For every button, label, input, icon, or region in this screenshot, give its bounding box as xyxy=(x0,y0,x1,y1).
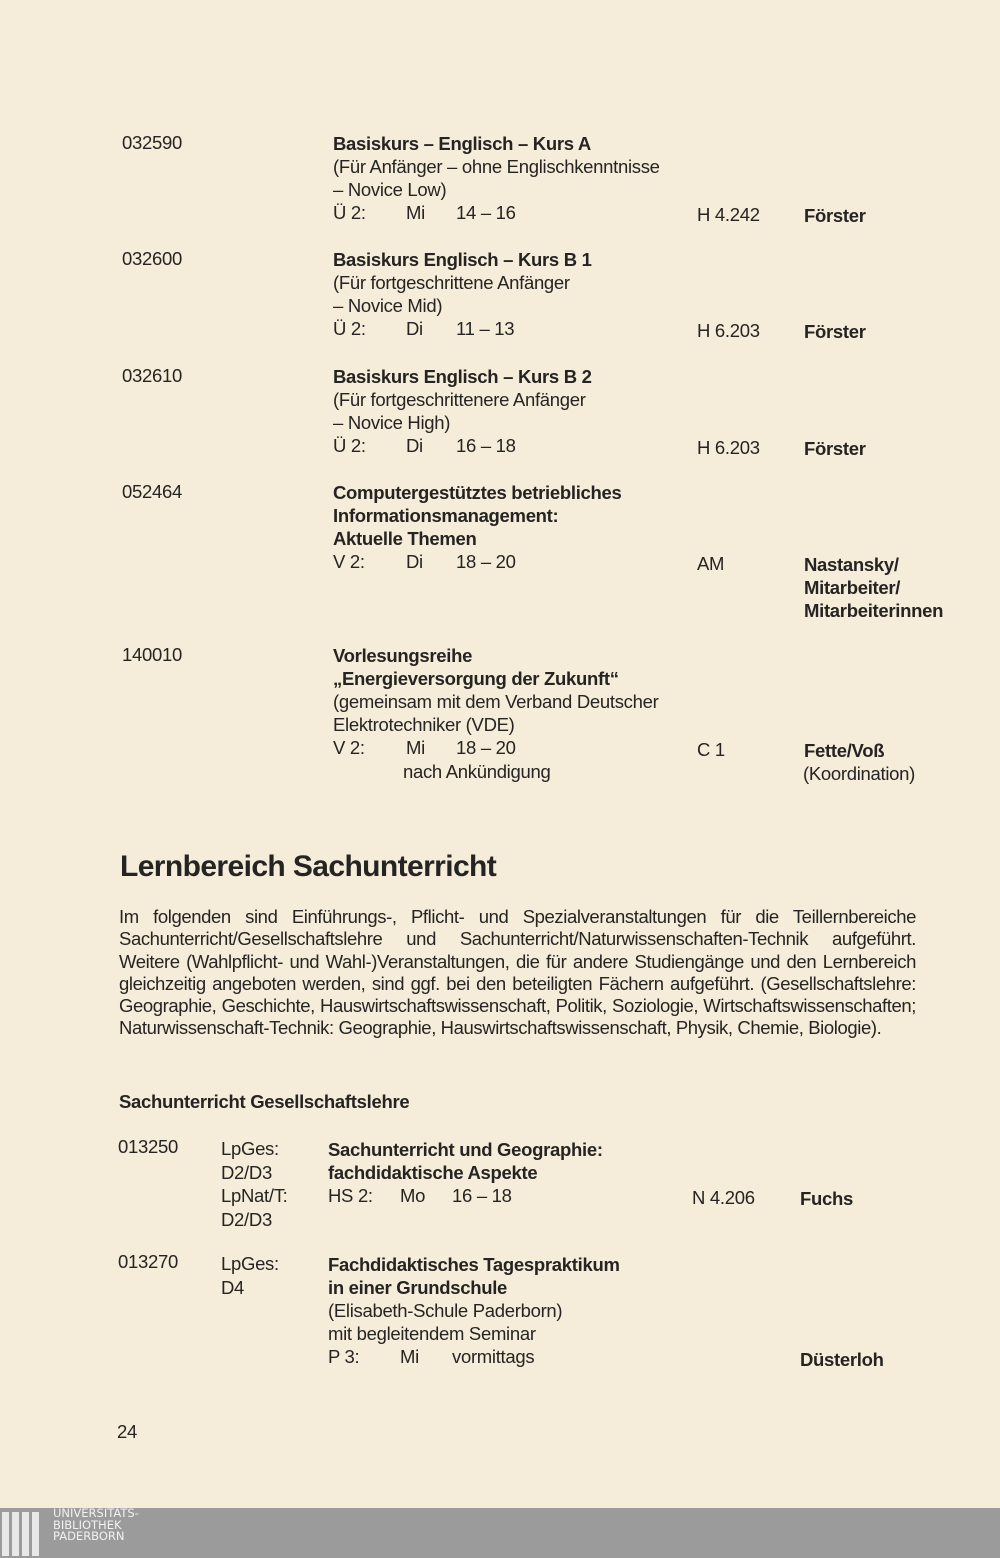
course-title: Basiskurs Englisch – Kurs B 1 xyxy=(333,249,592,270)
course-program: D2/D3 xyxy=(221,1161,272,1183)
course-time: 16 – 18 xyxy=(456,435,516,456)
course-room: C 1 xyxy=(697,739,725,760)
course-number: 140010 xyxy=(122,644,182,665)
course-note: (Für fortgeschrittene Anfänger xyxy=(333,272,570,293)
course-title: Sachunterricht und Geographie: xyxy=(328,1139,603,1160)
course-title: Basiskurs – Englisch – Kurs A xyxy=(333,133,591,154)
library-footer xyxy=(0,1508,1000,1558)
course-note: (Für Anfänger – ohne Englischkenntnisse xyxy=(333,156,660,177)
course-lecturer: Düsterloh xyxy=(800,1349,884,1370)
course-room: H 4.242 xyxy=(697,204,760,225)
course-extra: nach Ankündigung xyxy=(403,761,551,782)
course-title: Vorlesungsreihe xyxy=(333,645,473,666)
course-note: mit begleitendem Seminar xyxy=(328,1323,536,1344)
page-number: 24 xyxy=(117,1421,137,1442)
course-type: Ü 2: xyxy=(333,318,366,339)
course-room: H 6.203 xyxy=(697,320,760,341)
course-note: (Für fortgeschrittenere Anfänger xyxy=(333,389,586,410)
course-title: Aktuelle Themen xyxy=(333,528,477,549)
course-type: Ü 2: xyxy=(333,202,366,223)
course-day: Di xyxy=(406,318,423,339)
course-note: – Novice Mid) xyxy=(333,295,443,316)
course-note: – Novice High) xyxy=(333,412,451,433)
course-day: Di xyxy=(406,551,423,572)
course-lecturer: Förster xyxy=(804,205,866,226)
course-room: H 6.203 xyxy=(697,437,760,458)
course-program: D4 xyxy=(221,1276,245,1298)
course-lecturer: Fette/Voß xyxy=(804,740,885,761)
course-type: Ü 2: xyxy=(333,435,366,456)
course-title: „Energieversorgung der Zukunft“ xyxy=(333,668,619,689)
course-title: in einer Grundschule xyxy=(328,1277,508,1298)
course-type: V 2: xyxy=(333,551,365,572)
course-type: V 2: xyxy=(333,737,365,758)
course-day: Mo xyxy=(400,1185,426,1206)
course-time: vormittags xyxy=(452,1346,535,1367)
course-program: LpNat/T: xyxy=(221,1185,288,1206)
logo-line: BIBLIOTHEK xyxy=(53,1517,122,1532)
library-logo-icon xyxy=(2,1512,42,1556)
course-lecturer: Nastansky/ xyxy=(804,554,899,575)
course-title: Basiskurs Englisch – Kurs B 2 xyxy=(333,366,592,387)
course-note: (gemeinsam mit dem Verband Deutscher xyxy=(333,691,659,712)
course-day: Mi xyxy=(406,737,425,758)
course-number: 052464 xyxy=(122,481,182,502)
course-day: Mi xyxy=(400,1346,419,1367)
library-logo-text xyxy=(53,1508,139,1543)
course-room: N 4.206 xyxy=(692,1187,755,1208)
course-type: P 3: xyxy=(328,1346,360,1367)
course-note: – Novice Low) xyxy=(333,179,447,200)
course-lecturer-note: (Koordination) xyxy=(803,763,916,784)
course-number: 013270 xyxy=(118,1251,178,1272)
section-intro: Im folgenden sind Einführungs-, Pflicht- und Spezialveranstaltungen für die Teillernbereiche Sachunterricht/Gesellschaftslehre und Sachunterricht/Naturwissenschaften-Technik aufgeführt. Weitere (Wahlpflicht- und Wahl-)Veranstaltungen, die für andere Studiengänge und den Lernbereich gleichzeitig angeboten werden, sind ggf. bei den beteiligten Fächern aufgeführt. (Gesellschaftslehre: Geographie, Geschichte, Hauswirtschaftswissenschaft, Politik, Soziologie, Wirtschaftswissenschaften; Naturwissenschaft-Technik: Geographie, Hauswirtschaftswissenschaft, Physik, Chemie, Biologie). xyxy=(119,906,916,1039)
course-type: HS 2: xyxy=(328,1185,373,1206)
course-time: 18 – 20 xyxy=(456,737,516,758)
course-day: Di xyxy=(406,435,423,456)
course-time: 18 – 20 xyxy=(456,551,516,572)
course-program: LpGes: xyxy=(221,1253,279,1274)
course-number: 032590 xyxy=(122,132,182,153)
course-lecturer: Fuchs xyxy=(800,1188,853,1209)
subsection-heading: Sachunterricht Gesellschaftslehre xyxy=(119,1091,410,1112)
section-heading: Lernbereich Sachunterricht xyxy=(120,850,497,883)
course-time: 16 – 18 xyxy=(452,1185,512,1206)
course-program: LpGes: xyxy=(221,1138,279,1159)
course-title: fachdidaktische Aspekte xyxy=(328,1162,538,1183)
course-number: 013250 xyxy=(118,1136,178,1157)
course-room: AM xyxy=(697,553,725,574)
course-lecturer: Förster xyxy=(804,438,866,459)
course-note: (Elisabeth-Schule Paderborn) xyxy=(328,1300,563,1321)
course-lecturer: Förster xyxy=(804,321,866,342)
course-lecturer: Mitarbeiter/ xyxy=(804,577,901,598)
course-title: Fachdidaktisches Tagespraktikum xyxy=(328,1254,620,1275)
course-number: 032600 xyxy=(122,248,182,269)
course-day: Mi xyxy=(406,202,425,223)
course-title: Informationsmanagement: xyxy=(333,505,559,526)
course-note: Elektrotechniker (VDE) xyxy=(333,714,515,735)
course-time: 11 – 13 xyxy=(456,318,515,339)
course-time: 14 – 16 xyxy=(456,202,516,223)
course-title: Computergestütztes betriebliches xyxy=(333,482,622,503)
course-number: 032610 xyxy=(122,365,182,386)
logo-line: PADERBORN xyxy=(53,1529,125,1543)
course-lecturer: Mitarbeiterinnen xyxy=(804,600,944,621)
logo-line: UNIVERSITÄTS- xyxy=(53,1506,139,1520)
course-program: D2/D3 xyxy=(221,1208,272,1230)
